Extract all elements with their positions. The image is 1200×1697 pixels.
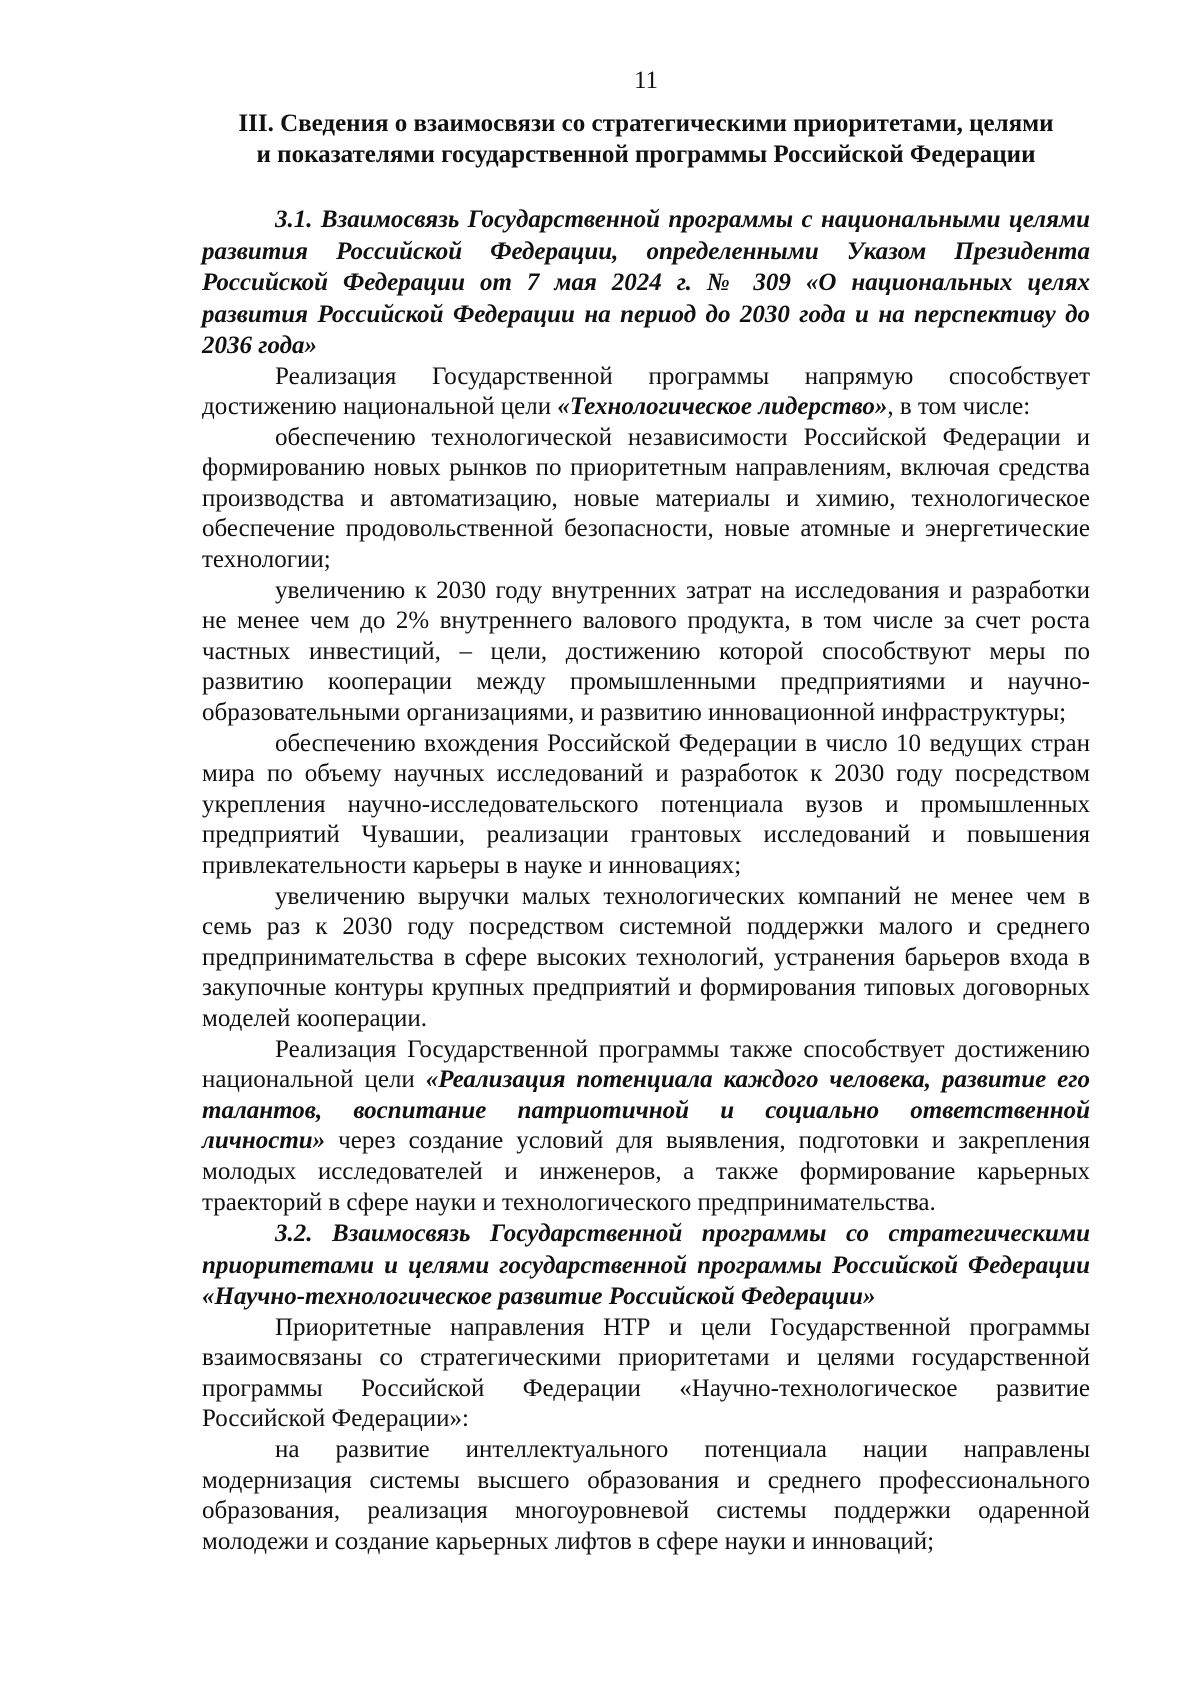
national-goal-human-potential: «Реализация потенциала каждого человека, развитие его талантов, воспитание патриотичной и социально ответственной личности» [202, 1066, 1090, 1155]
paragraph-text: , в том числе: [887, 393, 1031, 421]
paragraph-intellectual-potential: на развитие интеллектуального потенциала нации направлены модернизация системы высшего образования и среднего профессионального образования, реализация многоуровневой системы поддержки одаренной молодежи и создание карьерных лифтов в сфере науки и инноваций; [202, 1436, 1090, 1555]
national-goal-technological-leadership: «Технологическое лидерство» [557, 393, 888, 421]
paragraph-small-tech-companies: увеличению выручки малых технологических компаний не менее чем в семь раз к 2030 году посредством системной поддержки малого и среднего предпринимательства в сфере высоких технологий, устранения барьеров входа в закупочные контуры крупных предприятий и формирования типовых договорных моделей кооперации. [202, 882, 1090, 1032]
paragraph-top-10-countries: обеспечению вхождения Российской Федерации в число 10 ведущих стран мира по объему научных исследований и разработок к 2030 году посредством укрепления научно-исследовательского потенциала вузов и промышленных предприятий Чувашии, реализации грантовых исследований и повышения привлекательности карьеры в науке и инновациях; [202, 729, 1090, 879]
subsection-3-1-heading: 3.1. Взаимосвязь Государственной программы с национальными целями развития Российской Федерации, определенными Указом Президента Российской Федерации от 7 мая 2024 г. № 309 «О национальных целях развития Российской Федерации на период до 2030 года и на перспективу до 2036 года» [202, 206, 1090, 359]
section-title [202, 108, 1090, 170]
paragraph-3-2-intro: Приоритетные направления НТР и цели Государственной программы взаимосвязаны со стратегическими приоритетами и целями государственной программы Российской Федерации «Научно-технологическое развитие Российской Федерации»: [202, 1313, 1090, 1433]
paragraph-3-1-intro [202, 362, 1090, 423]
subsection-3-2-heading: 3.2. Взаимосвязь Государственной программы со стратегическими приоритетами и целями государственной программы Российской Федерации «Научно-технологическое развитие Российской Федерации» [202, 1220, 1090, 1311]
paragraph-text: Реализация Государственной программы также способствует достижению национальной цели [202, 1035, 1090, 1094]
paragraph-human-potential [202, 1035, 1090, 1219]
paragraph-rnd-spending: увеличению к 2030 году внутренних затрат на исследования и разработки не менее чем до 2% внутреннего валового продукта, в том числе за счет роста частных инвестиций, – цели, достижению которой способствуют меры по развитию кооперации между промышленными предприятиями и научно-образовательными организациями, и развитию инновационной инфраструктуры; [202, 576, 1090, 727]
page-number: 11 [633, 67, 659, 94]
section-title-line-2: и показателями государственной программы Российской Федерации [256, 141, 1036, 168]
paragraph-text: Реализация Государственной программы напрямую способствует достижению национальной цели [202, 362, 1090, 421]
paragraph-text: через создание условий для выявления, подготовки и закрепления молодых исследователей и инженеров, а также формирование карьерных траекторий в сфере науки и технологического предпринимательства. [202, 1127, 1090, 1216]
paragraph-tech-independence: обеспечению технологической независимости Российской Федерации и формированию новых рынков по приоритетным направлениям, включая средства производства и автоматизацию, новые материалы и химию, технологическое обеспечение продовольственной безопасности, новые атомные и энергетические технологии; [202, 423, 1090, 574]
section-title-line-1: III. Сведения о взаимосвязи со стратегическими приоритетами, целями [238, 110, 1054, 137]
